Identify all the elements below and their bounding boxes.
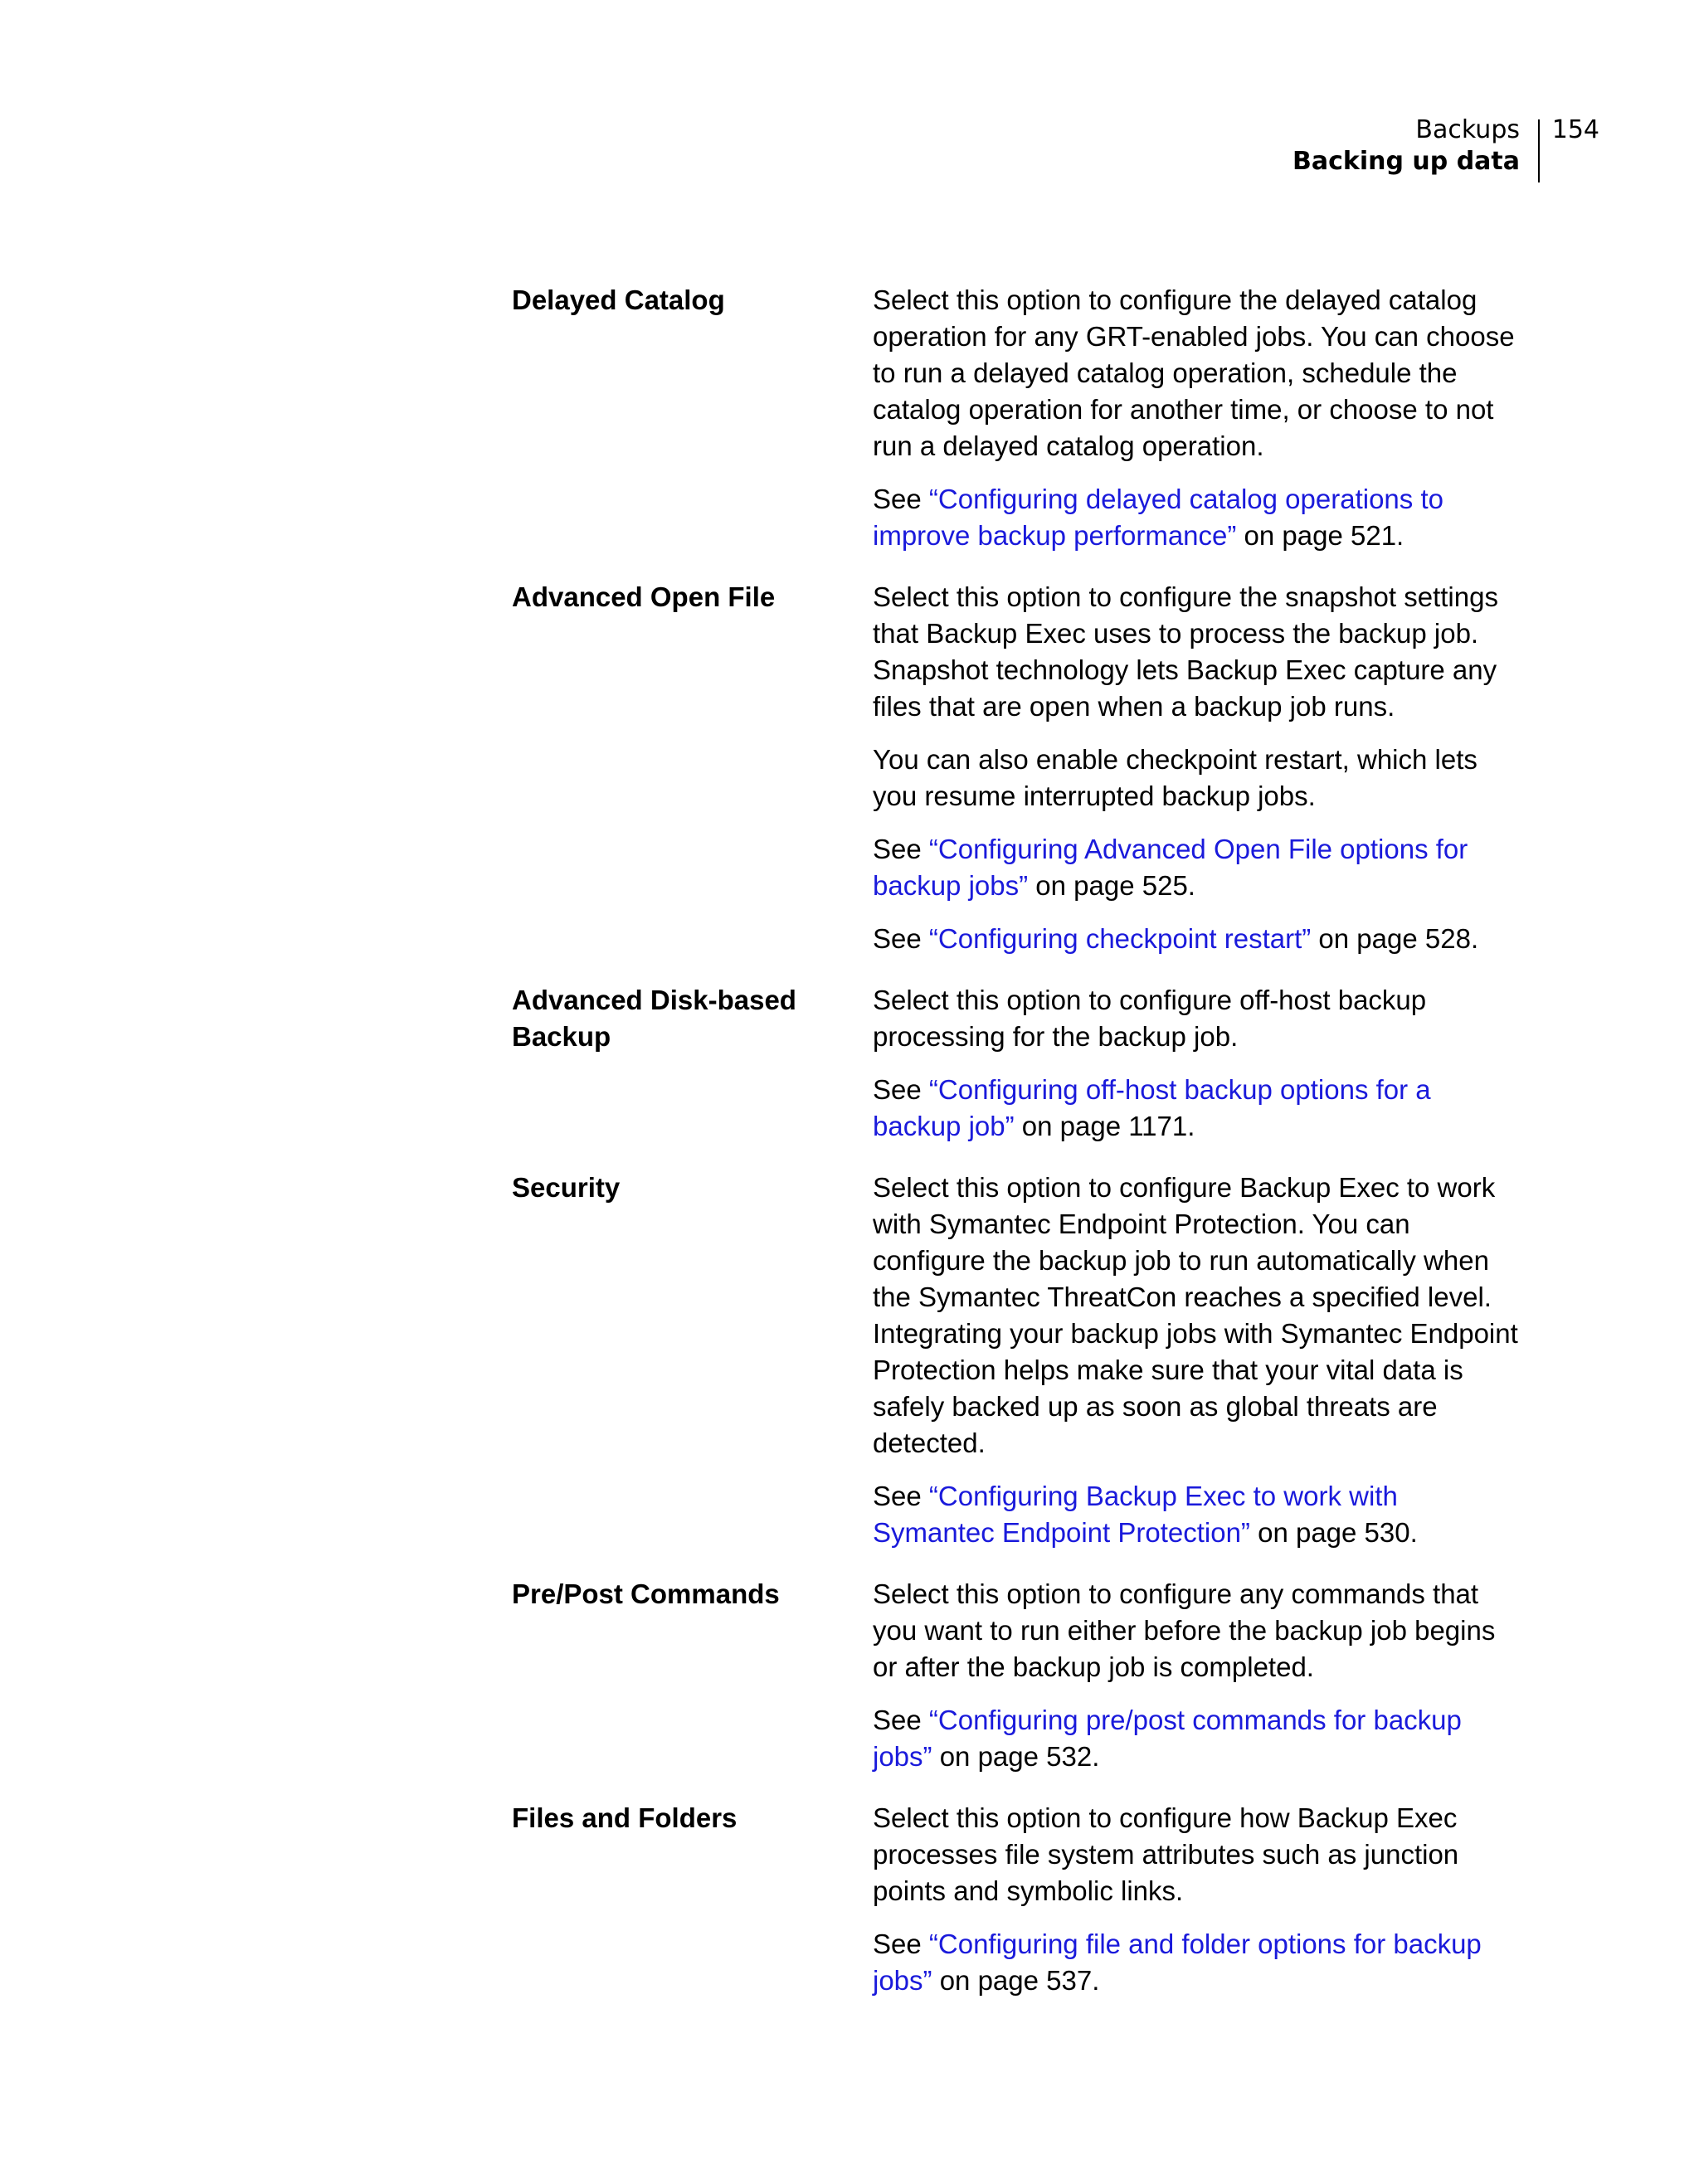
description-paragraph: Select this option to configure any commands that you want to run either before the backup job begins or after the backup job is completed. <box>873 1578 1496 1682</box>
description-paragraph: Select this option to configure Backup Exec to work with Symantec Endpoint Protection. You can configure the backup job to run automatically when the Symantec ThreatCon reaches a specified level. Integrating your backup jobs with Symantec Endpoint Protection helps make sure that your vital data is safely backed up as soon as global threats are detected. <box>873 1172 1518 1458</box>
description-paragraph: Select this option to configure the snapshot settings that Backup Exec uses to process the backup job. Snapshot technology lets Backup Exec capture any files that are open when a backup job runs. <box>873 581 1498 722</box>
cross-reference-link[interactable]: “Configuring Advanced Open File options for backup jobs” <box>873 834 1468 901</box>
cross-reference-link[interactable]: “Configuring file and folder options for backup jobs” <box>873 1929 1482 1996</box>
cross-reference-link[interactable]: “Configuring checkpoint restart” <box>928 923 1312 954</box>
cross-reference: See “Configuring Advanced Open File options for backup jobs” on page 525. <box>873 834 1468 901</box>
cross-reference-link[interactable]: “Configuring pre/post commands for backup jobs” <box>873 1705 1462 1772</box>
header-titles <box>1293 114 1520 178</box>
section-title: Backing up data <box>1293 147 1520 176</box>
option-description <box>873 1800 1524 1999</box>
options-table <box>512 282 1524 2024</box>
description-paragraph: Select this option to configure the delayed catalog operation for any GRT-enabled jobs. You can choose to run a delayed catalog operation, schedule the catalog operation for another time, or choose to not run a delayed catalog operation. <box>873 285 1515 461</box>
option-row <box>512 1576 1524 1775</box>
option-term: Advanced Open File <box>512 581 776 612</box>
page-number: 154 <box>1551 115 1599 144</box>
option-term: Pre/Post Commands <box>512 1578 780 1609</box>
option-term: Advanced Disk-based Backup <box>512 985 796 1052</box>
cross-reference-link[interactable]: “Configuring off-host backup options for a backup job” <box>873 1074 1431 1141</box>
cross-reference: See “Configuring file and folder options for backup jobs” on page 537. <box>873 1929 1482 1996</box>
option-description <box>873 982 1524 1145</box>
option-row <box>512 982 1524 1145</box>
chapter-title: Backups <box>1415 115 1520 144</box>
option-description <box>873 1576 1524 1775</box>
option-row <box>512 579 1524 957</box>
cross-reference-link[interactable]: “Configuring Backup Exec to work with Symantec Endpoint Protection” <box>873 1481 1398 1548</box>
running-header <box>1019 114 1599 189</box>
header-divider <box>1538 119 1540 182</box>
option-description <box>873 579 1524 957</box>
description-paragraph: You can also enable checkpoint restart, which lets you resume interrupted backup jobs. <box>873 744 1477 811</box>
option-description <box>873 282 1524 554</box>
option-term: Files and Folders <box>512 1802 738 1833</box>
description-paragraph: Select this option to configure how Backup Exec processes file system attributes such as junction points and symbolic links. <box>873 1802 1459 1906</box>
cross-reference: See “Configuring off-host backup options for a backup job” on page 1171. <box>873 1074 1431 1141</box>
cross-reference: See “Configuring pre/post commands for backup jobs” on page 532. <box>873 1705 1462 1772</box>
cross-reference: See “Configuring Backup Exec to work with Symantec Endpoint Protection” on page 530. <box>873 1481 1418 1548</box>
cross-reference: See “Configuring delayed catalog operations to improve backup performance” on page 521. <box>873 484 1443 551</box>
option-term: Security <box>512 1172 621 1203</box>
cross-reference: See “Configuring checkpoint restart” on page 528. <box>873 923 1479 954</box>
option-row <box>512 1170 1524 1551</box>
option-term: Delayed Catalog <box>512 285 725 315</box>
option-row <box>512 282 1524 554</box>
cross-reference-link[interactable]: “Configuring delayed catalog operations to improve backup performance” <box>873 484 1443 551</box>
option-row <box>512 1800 1524 1999</box>
description-paragraph: Select this option to configure off-host backup processing for the backup job. <box>873 985 1427 1052</box>
option-description <box>873 1170 1524 1551</box>
